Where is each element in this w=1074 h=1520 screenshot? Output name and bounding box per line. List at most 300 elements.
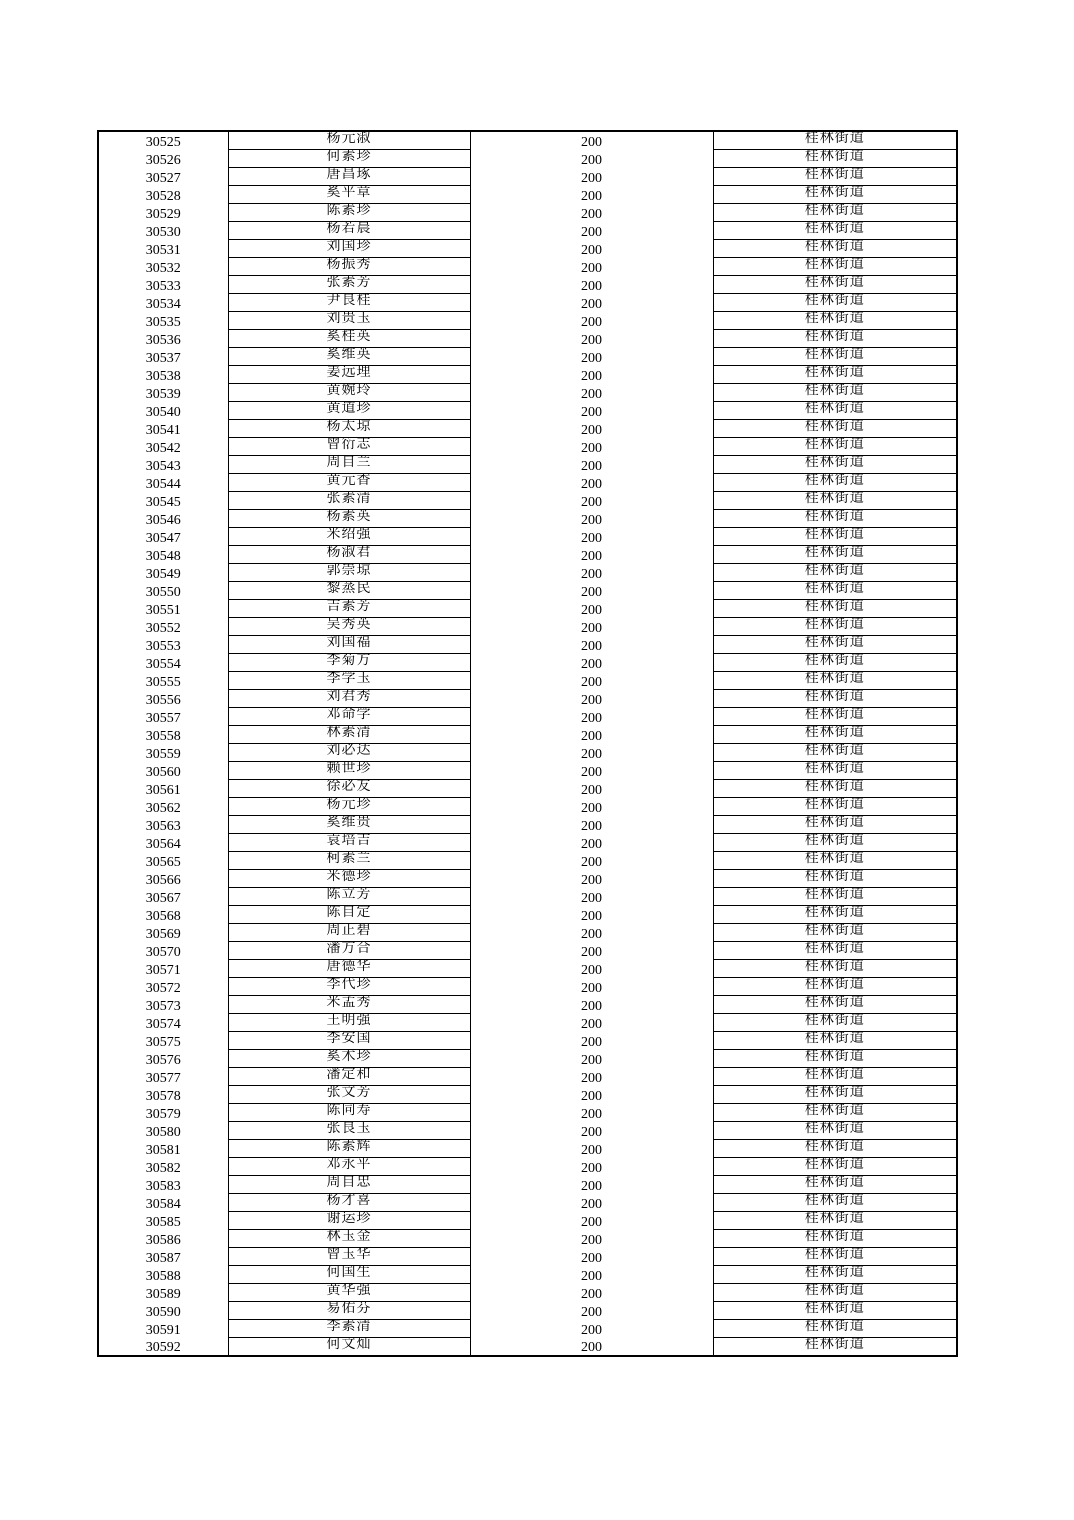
serial-number-cell: 30572 xyxy=(98,978,228,996)
amount-cell: 200 xyxy=(470,384,713,402)
name-cell: 邓永平 xyxy=(228,1158,470,1176)
serial-number-cell: 30587 xyxy=(98,1248,228,1266)
serial-number-cell: 30560 xyxy=(98,762,228,780)
table-row xyxy=(98,636,957,654)
serial-number-cell: 30577 xyxy=(98,1068,228,1086)
table-row xyxy=(98,798,957,816)
name-cell: 陈素珍 xyxy=(228,204,470,222)
amount-cell: 200 xyxy=(470,726,713,744)
subdistrict-cell: 桂林街道 xyxy=(713,744,957,762)
table-row xyxy=(98,780,957,798)
name-cell: 唐德华 xyxy=(228,960,470,978)
amount-cell: 200 xyxy=(470,564,713,582)
name-cell: 曾玉华 xyxy=(228,1248,470,1266)
serial-number-cell: 30563 xyxy=(98,816,228,834)
amount-cell: 200 xyxy=(470,348,713,366)
serial-number-cell: 30582 xyxy=(98,1158,228,1176)
amount-cell: 200 xyxy=(470,222,713,240)
table-row xyxy=(98,996,957,1014)
table-row xyxy=(98,726,957,744)
subdistrict-cell: 桂林街道 xyxy=(713,726,957,744)
amount-cell: 200 xyxy=(470,636,713,654)
name-cell: 林玉金 xyxy=(228,1230,470,1248)
table-row xyxy=(98,204,957,222)
table-row xyxy=(98,1176,957,1194)
name-cell: 奚维贵 xyxy=(228,816,470,834)
subdistrict-cell: 桂林街道 xyxy=(713,852,957,870)
table-row xyxy=(98,708,957,726)
serial-number-cell: 30580 xyxy=(98,1122,228,1140)
amount-cell: 200 xyxy=(470,402,713,420)
subdistrict-cell: 桂林街道 xyxy=(713,582,957,600)
amount-cell: 200 xyxy=(470,762,713,780)
subdistrict-cell: 桂林街道 xyxy=(713,546,957,564)
name-cell: 米德珍 xyxy=(228,870,470,888)
name-cell: 杨素英 xyxy=(228,510,470,528)
serial-number-cell: 30553 xyxy=(98,636,228,654)
name-cell: 杨元淑 xyxy=(228,131,470,150)
serial-number-cell: 30589 xyxy=(98,1284,228,1302)
name-cell: 谢运珍 xyxy=(228,1212,470,1230)
name-cell: 刘国珍 xyxy=(228,240,470,258)
name-cell: 何文灿 xyxy=(228,1338,470,1357)
name-cell: 杨若晨 xyxy=(228,222,470,240)
subdistrict-cell: 桂林街道 xyxy=(713,1266,957,1284)
serial-number-cell: 30573 xyxy=(98,996,228,1014)
serial-number-cell: 30543 xyxy=(98,456,228,474)
name-cell: 杨才喜 xyxy=(228,1194,470,1212)
name-cell: 奚维英 xyxy=(228,348,470,366)
table-row xyxy=(98,240,957,258)
serial-number-cell: 30566 xyxy=(98,870,228,888)
amount-cell: 200 xyxy=(470,870,713,888)
name-cell: 刘国福 xyxy=(228,636,470,654)
name-cell: 王明强 xyxy=(228,1014,470,1032)
name-cell: 曾衍志 xyxy=(228,438,470,456)
name-cell: 张素芳 xyxy=(228,276,470,294)
amount-cell: 200 xyxy=(470,1230,713,1248)
table-row xyxy=(98,492,957,510)
subdistrict-cell: 桂林街道 xyxy=(713,816,957,834)
amount-cell: 200 xyxy=(470,510,713,528)
serial-number-cell: 30576 xyxy=(98,1050,228,1068)
roster-table xyxy=(97,130,958,1357)
serial-number-cell: 30546 xyxy=(98,510,228,528)
subdistrict-cell: 桂林街道 xyxy=(713,1320,957,1338)
name-cell: 潘方合 xyxy=(228,942,470,960)
amount-cell: 200 xyxy=(470,1158,713,1176)
subdistrict-cell: 桂林街道 xyxy=(713,1122,957,1140)
serial-number-cell: 30539 xyxy=(98,384,228,402)
amount-cell: 200 xyxy=(470,996,713,1014)
amount-cell: 200 xyxy=(470,1068,713,1086)
name-cell: 李素清 xyxy=(228,1320,470,1338)
table-row xyxy=(98,1068,957,1086)
serial-number-cell: 30530 xyxy=(98,222,228,240)
amount-cell: 200 xyxy=(470,420,713,438)
serial-number-cell: 30562 xyxy=(98,798,228,816)
name-cell: 米孟秀 xyxy=(228,996,470,1014)
table-row xyxy=(98,672,957,690)
subdistrict-cell: 桂林街道 xyxy=(713,204,957,222)
serial-number-cell: 30558 xyxy=(98,726,228,744)
subdistrict-cell: 桂林街道 xyxy=(713,1050,957,1068)
name-cell: 何素珍 xyxy=(228,150,470,168)
amount-cell: 200 xyxy=(470,960,713,978)
subdistrict-cell: 桂林街道 xyxy=(713,1104,957,1122)
subdistrict-cell: 桂林街道 xyxy=(713,1338,957,1357)
amount-cell: 200 xyxy=(470,1338,713,1357)
subdistrict-cell: 桂林街道 xyxy=(713,618,957,636)
amount-cell: 200 xyxy=(470,708,713,726)
table-row xyxy=(98,420,957,438)
subdistrict-cell: 桂林街道 xyxy=(713,1158,957,1176)
subdistrict-cell: 桂林街道 xyxy=(713,654,957,672)
name-cell: 徐必友 xyxy=(228,780,470,798)
subdistrict-cell: 桂林街道 xyxy=(713,150,957,168)
table-row xyxy=(98,924,957,942)
table-row xyxy=(98,888,957,906)
subdistrict-cell: 桂林街道 xyxy=(713,456,957,474)
name-cell: 赖世珍 xyxy=(228,762,470,780)
table-row xyxy=(98,294,957,312)
name-cell: 陈同寿 xyxy=(228,1104,470,1122)
amount-cell: 200 xyxy=(470,906,713,924)
subdistrict-cell: 桂林街道 xyxy=(713,1176,957,1194)
serial-number-cell: 30592 xyxy=(98,1338,228,1357)
table-row xyxy=(98,276,957,294)
amount-cell: 200 xyxy=(470,1014,713,1032)
subdistrict-cell: 桂林街道 xyxy=(713,1068,957,1086)
subdistrict-cell: 桂林街道 xyxy=(713,888,957,906)
amount-cell: 200 xyxy=(470,1212,713,1230)
serial-number-cell: 30550 xyxy=(98,582,228,600)
amount-cell: 200 xyxy=(470,1086,713,1104)
table-row xyxy=(98,402,957,420)
serial-number-cell: 30585 xyxy=(98,1212,228,1230)
name-cell: 黄元香 xyxy=(228,474,470,492)
serial-number-cell: 30575 xyxy=(98,1032,228,1050)
amount-cell: 200 xyxy=(470,1032,713,1050)
table-row xyxy=(98,366,957,384)
amount-cell: 200 xyxy=(470,1284,713,1302)
amount-cell: 200 xyxy=(470,186,713,204)
serial-number-cell: 30549 xyxy=(98,564,228,582)
amount-cell: 200 xyxy=(470,942,713,960)
amount-cell: 200 xyxy=(470,528,713,546)
name-cell: 易佑芬 xyxy=(228,1302,470,1320)
serial-number-cell: 30591 xyxy=(98,1320,228,1338)
subdistrict-cell: 桂林街道 xyxy=(713,672,957,690)
serial-number-cell: 30552 xyxy=(98,618,228,636)
name-cell: 黎蒸民 xyxy=(228,582,470,600)
serial-number-cell: 30583 xyxy=(98,1176,228,1194)
amount-cell: 200 xyxy=(470,744,713,762)
amount-cell: 200 xyxy=(470,150,713,168)
serial-number-cell: 30525 xyxy=(98,131,228,150)
amount-cell: 200 xyxy=(470,780,713,798)
amount-cell: 200 xyxy=(470,888,713,906)
amount-cell: 200 xyxy=(470,330,713,348)
amount-cell: 200 xyxy=(470,366,713,384)
name-cell: 陈立芳 xyxy=(228,888,470,906)
subdistrict-cell: 桂林街道 xyxy=(713,960,957,978)
name-cell: 米绍强 xyxy=(228,528,470,546)
subdistrict-cell: 桂林街道 xyxy=(713,600,957,618)
amount-cell: 200 xyxy=(470,834,713,852)
table-row xyxy=(98,258,957,276)
name-cell: 杨太琼 xyxy=(228,420,470,438)
amount-cell: 200 xyxy=(470,492,713,510)
subdistrict-cell: 桂林街道 xyxy=(713,1248,957,1266)
amount-cell: 200 xyxy=(470,474,713,492)
subdistrict-cell: 桂林街道 xyxy=(713,492,957,510)
amount-cell: 200 xyxy=(470,1050,713,1068)
serial-number-cell: 30588 xyxy=(98,1266,228,1284)
amount-cell: 200 xyxy=(470,654,713,672)
amount-cell: 200 xyxy=(470,438,713,456)
subdistrict-cell: 桂林街道 xyxy=(713,168,957,186)
serial-number-cell: 30535 xyxy=(98,312,228,330)
table-row xyxy=(98,1266,957,1284)
table-row xyxy=(98,348,957,366)
amount-cell: 200 xyxy=(470,924,713,942)
amount-cell: 200 xyxy=(470,1140,713,1158)
serial-number-cell: 30533 xyxy=(98,276,228,294)
amount-cell: 200 xyxy=(470,672,713,690)
amount-cell: 200 xyxy=(470,204,713,222)
amount-cell: 200 xyxy=(470,816,713,834)
table-row xyxy=(98,690,957,708)
subdistrict-cell: 桂林街道 xyxy=(713,131,957,150)
table-row xyxy=(98,456,957,474)
table-row xyxy=(98,906,957,924)
name-cell: 张良玉 xyxy=(228,1122,470,1140)
amount-cell: 200 xyxy=(470,312,713,330)
name-cell: 黄华强 xyxy=(228,1284,470,1302)
serial-number-cell: 30569 xyxy=(98,924,228,942)
table-row xyxy=(98,1212,957,1230)
subdistrict-cell: 桂林街道 xyxy=(713,708,957,726)
subdistrict-cell: 桂林街道 xyxy=(713,978,957,996)
subdistrict-cell: 桂林街道 xyxy=(713,294,957,312)
table-row xyxy=(98,600,957,618)
table-row xyxy=(98,582,957,600)
serial-number-cell: 30567 xyxy=(98,888,228,906)
name-cell: 刘贵玉 xyxy=(228,312,470,330)
table-row xyxy=(98,150,957,168)
name-cell: 姜远理 xyxy=(228,366,470,384)
subdistrict-cell: 桂林街道 xyxy=(713,438,957,456)
name-cell: 尹良桂 xyxy=(228,294,470,312)
serial-number-cell: 30565 xyxy=(98,852,228,870)
serial-number-cell: 30581 xyxy=(98,1140,228,1158)
table-row xyxy=(98,510,957,528)
name-cell: 李代珍 xyxy=(228,978,470,996)
name-cell: 吴秀英 xyxy=(228,618,470,636)
serial-number-cell: 30531 xyxy=(98,240,228,258)
table-row xyxy=(98,762,957,780)
subdistrict-cell: 桂林街道 xyxy=(713,222,957,240)
table-row xyxy=(98,834,957,852)
serial-number-cell: 30559 xyxy=(98,744,228,762)
subdistrict-cell: 桂林街道 xyxy=(713,330,957,348)
table-row xyxy=(98,816,957,834)
amount-cell: 200 xyxy=(470,600,713,618)
table-row xyxy=(98,384,957,402)
subdistrict-cell: 桂林街道 xyxy=(713,1086,957,1104)
serial-number-cell: 30548 xyxy=(98,546,228,564)
table-row xyxy=(98,1230,957,1248)
amount-cell: 200 xyxy=(470,294,713,312)
name-cell: 吉素芳 xyxy=(228,600,470,618)
table-row xyxy=(98,870,957,888)
subdistrict-cell: 桂林街道 xyxy=(713,564,957,582)
name-cell: 潘定和 xyxy=(228,1068,470,1086)
name-cell: 李学玉 xyxy=(228,672,470,690)
serial-number-cell: 30538 xyxy=(98,366,228,384)
subdistrict-cell: 桂林街道 xyxy=(713,402,957,420)
serial-number-cell: 30534 xyxy=(98,294,228,312)
subdistrict-cell: 桂林街道 xyxy=(713,1212,957,1230)
serial-number-cell: 30574 xyxy=(98,1014,228,1032)
table-row xyxy=(98,1122,957,1140)
subdistrict-cell: 桂林街道 xyxy=(713,780,957,798)
subdistrict-cell: 桂林街道 xyxy=(713,1194,957,1212)
table-row xyxy=(98,168,957,186)
serial-number-cell: 30584 xyxy=(98,1194,228,1212)
name-cell: 黄道珍 xyxy=(228,402,470,420)
table-row xyxy=(98,312,957,330)
serial-number-cell: 30532 xyxy=(98,258,228,276)
name-cell: 袁培吉 xyxy=(228,834,470,852)
serial-number-cell: 30547 xyxy=(98,528,228,546)
amount-cell: 200 xyxy=(470,546,713,564)
amount-cell: 200 xyxy=(470,582,713,600)
subdistrict-cell: 桂林街道 xyxy=(713,312,957,330)
table-row xyxy=(98,474,957,492)
subdistrict-cell: 桂林街道 xyxy=(713,1140,957,1158)
table-row xyxy=(98,1086,957,1104)
name-cell: 奚平章 xyxy=(228,186,470,204)
table-row xyxy=(98,1014,957,1032)
subdistrict-cell: 桂林街道 xyxy=(713,870,957,888)
amount-cell: 200 xyxy=(470,1302,713,1320)
subdistrict-cell: 桂林街道 xyxy=(713,1302,957,1320)
serial-number-cell: 30540 xyxy=(98,402,228,420)
serial-number-cell: 30586 xyxy=(98,1230,228,1248)
serial-number-cell: 30528 xyxy=(98,186,228,204)
subdistrict-cell: 桂林街道 xyxy=(713,906,957,924)
subdistrict-cell: 桂林街道 xyxy=(713,690,957,708)
name-cell: 黄婉玲 xyxy=(228,384,470,402)
amount-cell: 200 xyxy=(470,168,713,186)
subdistrict-cell: 桂林街道 xyxy=(713,996,957,1014)
table-row xyxy=(98,1320,957,1338)
serial-number-cell: 30579 xyxy=(98,1104,228,1122)
name-cell: 杨振秀 xyxy=(228,258,470,276)
name-cell: 周正碧 xyxy=(228,924,470,942)
name-cell: 张文芳 xyxy=(228,1086,470,1104)
subdistrict-cell: 桂林街道 xyxy=(713,348,957,366)
table-row xyxy=(98,528,957,546)
subdistrict-cell: 桂林街道 xyxy=(713,258,957,276)
subdistrict-cell: 桂林街道 xyxy=(713,1014,957,1032)
serial-number-cell: 30545 xyxy=(98,492,228,510)
subdistrict-cell: 桂林街道 xyxy=(713,834,957,852)
serial-number-cell: 30555 xyxy=(98,672,228,690)
amount-cell: 200 xyxy=(470,1320,713,1338)
serial-number-cell: 30557 xyxy=(98,708,228,726)
table-row xyxy=(98,1140,957,1158)
amount-cell: 200 xyxy=(470,456,713,474)
table-row xyxy=(98,1338,957,1357)
serial-number-cell: 30590 xyxy=(98,1302,228,1320)
name-cell: 杨元珍 xyxy=(228,798,470,816)
table-row xyxy=(98,1194,957,1212)
serial-number-cell: 30541 xyxy=(98,420,228,438)
subdistrict-cell: 桂林街道 xyxy=(713,762,957,780)
serial-number-cell: 30564 xyxy=(98,834,228,852)
serial-number-cell: 30561 xyxy=(98,780,228,798)
table-row xyxy=(98,1032,957,1050)
serial-number-cell: 30542 xyxy=(98,438,228,456)
subdistrict-cell: 桂林街道 xyxy=(713,798,957,816)
serial-number-cell: 30578 xyxy=(98,1086,228,1104)
subdistrict-cell: 桂林街道 xyxy=(713,1230,957,1248)
roster-table-body xyxy=(98,131,957,1356)
table-row xyxy=(98,744,957,762)
amount-cell: 200 xyxy=(470,131,713,150)
serial-number-cell: 30537 xyxy=(98,348,228,366)
amount-cell: 200 xyxy=(470,240,713,258)
name-cell: 刘君秀 xyxy=(228,690,470,708)
amount-cell: 200 xyxy=(470,978,713,996)
subdistrict-cell: 桂林街道 xyxy=(713,240,957,258)
subdistrict-cell: 桂林街道 xyxy=(713,924,957,942)
table-row xyxy=(98,1158,957,1176)
table-row xyxy=(98,438,957,456)
serial-number-cell: 30526 xyxy=(98,150,228,168)
serial-number-cell: 30544 xyxy=(98,474,228,492)
name-cell: 奚桂英 xyxy=(228,330,470,348)
subdistrict-cell: 桂林街道 xyxy=(713,510,957,528)
name-cell: 李菊方 xyxy=(228,654,470,672)
table-row xyxy=(98,978,957,996)
subdistrict-cell: 桂林街道 xyxy=(713,528,957,546)
serial-number-cell: 30536 xyxy=(98,330,228,348)
subdistrict-cell: 桂林街道 xyxy=(713,384,957,402)
subdistrict-cell: 桂林街道 xyxy=(713,1032,957,1050)
amount-cell: 200 xyxy=(470,798,713,816)
subdistrict-cell: 桂林街道 xyxy=(713,366,957,384)
subdistrict-cell: 桂林街道 xyxy=(713,420,957,438)
name-cell: 周自忠 xyxy=(228,1176,470,1194)
amount-cell: 200 xyxy=(470,690,713,708)
subdistrict-cell: 桂林街道 xyxy=(713,942,957,960)
table-row xyxy=(98,1302,957,1320)
subdistrict-cell: 桂林街道 xyxy=(713,636,957,654)
name-cell: 杨淑君 xyxy=(228,546,470,564)
serial-number-cell: 30568 xyxy=(98,906,228,924)
table-row xyxy=(98,1248,957,1266)
name-cell: 陈自定 xyxy=(228,906,470,924)
table-row xyxy=(98,564,957,582)
serial-number-cell: 30570 xyxy=(98,942,228,960)
name-cell: 奚术珍 xyxy=(228,1050,470,1068)
subdistrict-cell: 桂林街道 xyxy=(713,186,957,204)
amount-cell: 200 xyxy=(470,1176,713,1194)
